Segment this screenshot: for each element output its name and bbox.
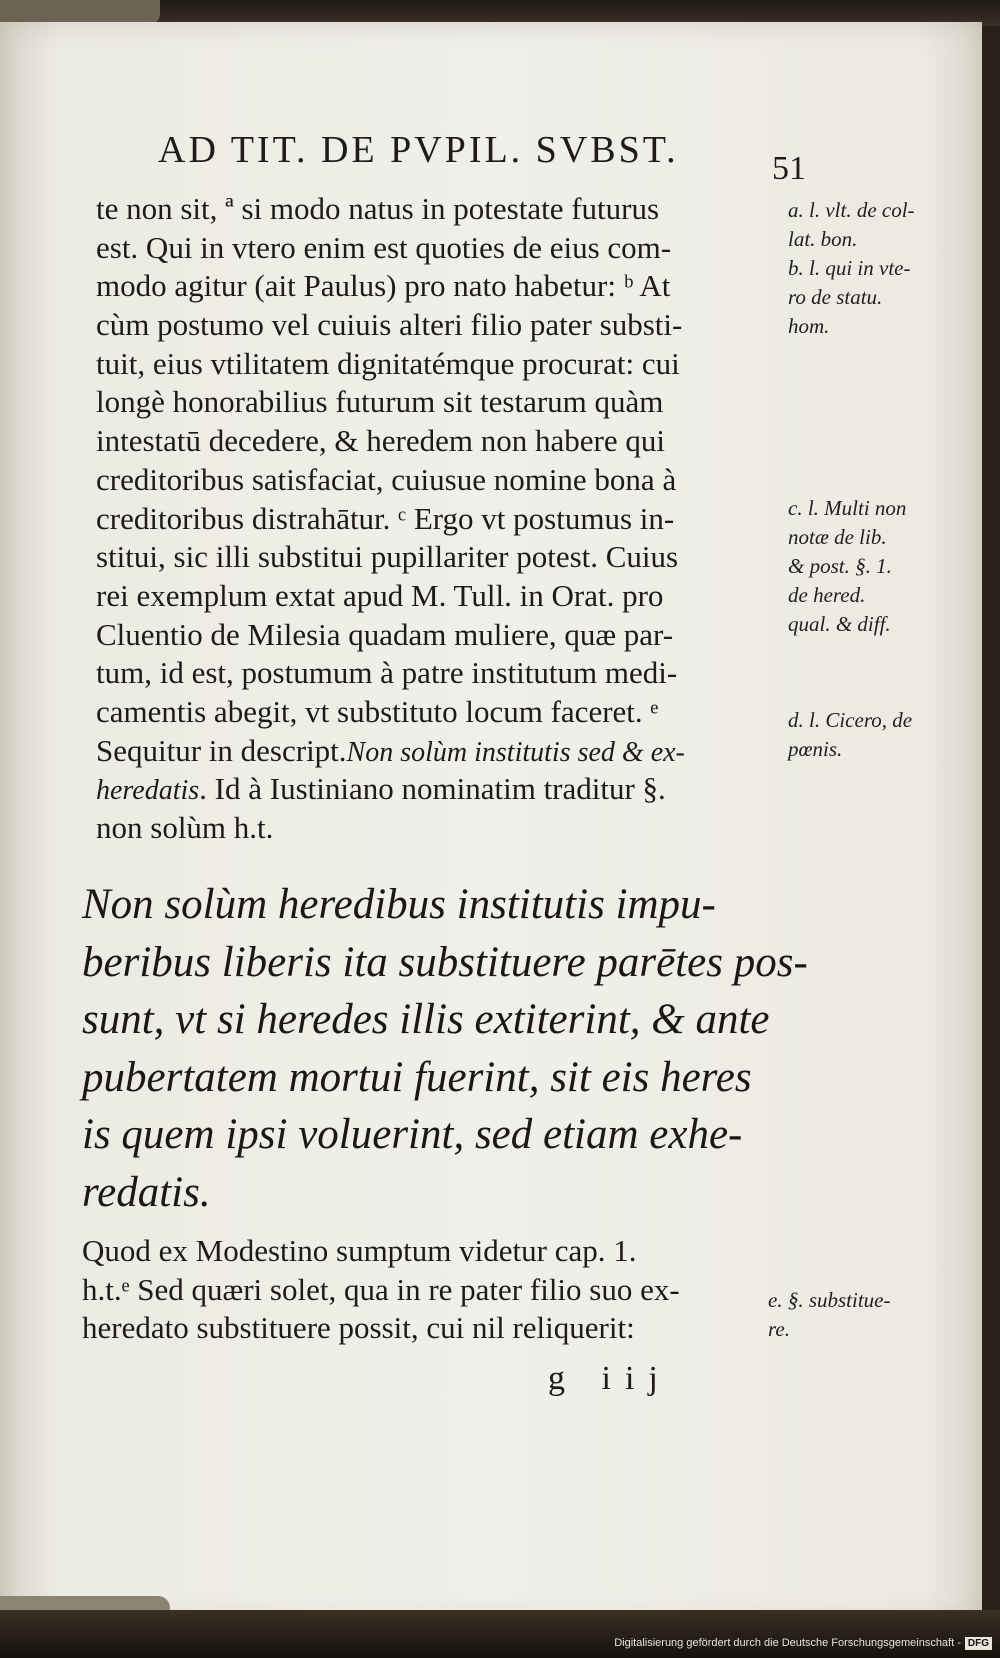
italic-line: is quem ipsi voluerint, sed etiam exhe- [82,1111,743,1158]
margin-line: re. [768,1317,790,1341]
text-line: tuit, eius vtilitatem dignitatémque procurat: cui [96,345,680,381]
margin-line: ro de statu. [788,285,883,309]
signature-mark: g iij [548,1360,672,1397]
margin-line: b. l. qui in vte- [788,256,911,280]
text-line: heredato substituere possit, cui nil reliquerit: [82,1310,635,1346]
dfg-logo: DFG [965,1637,992,1650]
text-line [96,770,685,809]
running-head: AD TIT. DE PVPIL. SVBST. [158,129,679,171]
italic-line: sunt, vt si heredes illis extiterint, & ante [82,996,770,1043]
margin-note-c [788,494,906,639]
text-line: modo agitur (ait Paulus) pro nato habetur: ᵇ At [96,268,671,304]
text-line [96,732,685,771]
text-line: te non sit, ª si modo natus in potestate futurus [96,191,660,226]
page-number: 51 [772,150,806,187]
italic-quotation-block [82,876,808,1221]
margin-note-d [788,706,912,764]
italic-line: beribus liberis ita substituere parētes pos- [82,938,808,986]
body-text-block-1 [96,190,685,848]
text-line: creditoribus distrahātur. ᶜ Ergo vt postumus in- [96,500,675,536]
credit-text: Digitalisierung gefördert durch die Deutsche Forschungsgemeinschaft - [614,1637,961,1649]
margin-line: notæ de lib. [788,525,887,549]
text-line: h.t.ᵉ Sed quæri solet, qua in re pater filio suo ex- [82,1271,680,1307]
margin-line: d. l. Cicero, de [788,708,913,732]
margin-line: a. l. vlt. de col- [788,198,915,222]
text-line: longè honorabilius futurum sit testarum quàm [96,384,664,420]
text-line: creditoribus satisfaciat, cuiusue nomine bona à [96,461,677,497]
text-line: camentis abegit, vt substituto locum faceret. ᵉ [96,693,659,729]
text-fragment: Sequitur in descript. [96,732,347,768]
text-line: non solùm h.t. [96,810,274,845]
text-fragment: . Id à Iustiniano nominatim traditur §. [199,771,666,807]
margin-line: hom. [788,314,830,338]
italic-fragment: heredatis [96,775,200,807]
scan-bottom-edge [0,1610,1000,1658]
margin-line: pœnis. [788,737,843,761]
margin-line: qual. & diff. [788,612,891,636]
italic-line: redatis. [82,1168,211,1216]
margin-note-e [768,1286,890,1344]
italic-fragment: Non solùm institutis sed & ex- [346,736,685,768]
scan-tab-top [0,0,160,24]
text-line: Cluentio de Milesia quadam muliere, quæ par- [96,616,674,652]
text-line: stitui, sic illi substitui pupillariter potest. Cuius [96,539,679,575]
body-text-block-2 [82,1232,680,1348]
italic-line: pubertatem mortui fuerint, sit eis heres [82,1053,752,1101]
text-line: Quod ex Modestino sumptum videtur cap. 1. [82,1233,637,1268]
margin-line: e. §. substitue- [768,1288,891,1312]
text-line: tum, id est, postumum à patre institutum medi- [96,655,678,691]
margin-line: de hered. [788,583,866,607]
margin-line: c. l. Multi non [788,496,907,520]
margin-note-a-b [788,196,915,341]
text-line: intestatū decedere, & heredem non habere qui [96,423,665,459]
text-line: est. Qui in vtero enim est quoties de eius com- [96,229,672,265]
margin-line: & post. §. 1. [788,554,892,578]
italic-line: Non solùm heredibus institutis impu- [82,881,716,928]
text-line: rei exemplum extat apud M. Tull. in Orat. pro [96,577,664,613]
text-line: cùm postumo vel cuiuis alteri filio pater substi- [96,307,683,343]
margin-line: lat. bon. [788,227,858,251]
digitization-credit [614,1637,992,1650]
